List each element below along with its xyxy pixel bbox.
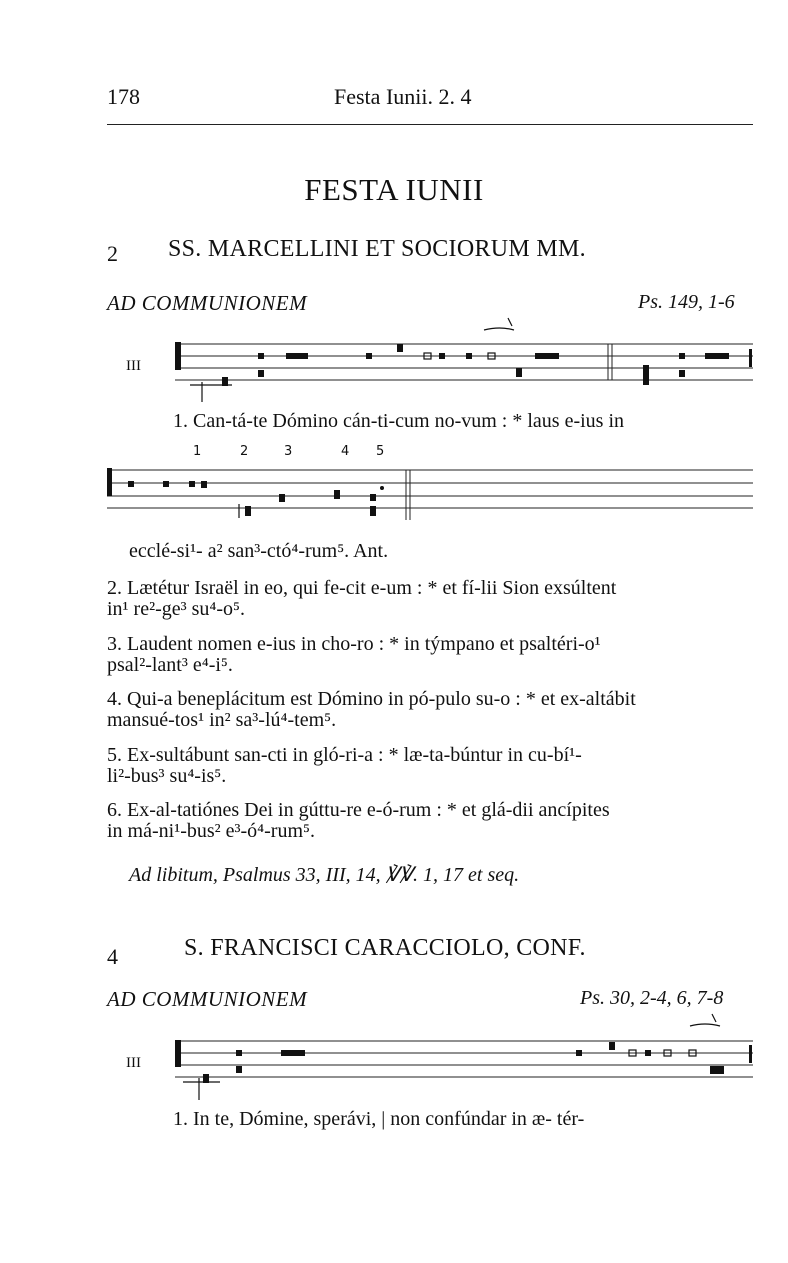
verse-line: 2. Lætétur Israël in eo, qui fe-cit e-um : * et fí-lii Sion exsúltent <box>107 577 617 599</box>
verse-line: in¹ re²-ge³ su⁴-o⁵. <box>107 598 246 620</box>
note-number: 4 <box>341 444 350 459</box>
verse-line: psal²-lant³ e⁴-i⁵. <box>107 654 233 676</box>
note-number: 3 <box>284 444 293 459</box>
page-number: 178 <box>107 84 140 109</box>
note-number: 5 <box>376 444 385 459</box>
verse-line: 4. Qui-a beneplácitum est Dómino in pó-pulo su-o : * et ex-altábit <box>107 688 636 710</box>
verse-line: 5. Ex-sultábunt san-cti in gló-ri-a : * læ-ta-búntur in cu-bí¹- <box>107 744 582 766</box>
psalm-reference: Ps. 149, 1-6 <box>638 291 735 313</box>
verse-line: li²-bus³ su⁴-is⁵. <box>107 765 227 787</box>
section-label: AD COMMUNIONEM <box>107 987 308 1011</box>
section-title: SS. MARCELLINI ET SOCIORUM MM. <box>168 236 586 262</box>
verse-line: 6. Ex-al-tatiónes Dei in gúttu-re e-ó-rum : * et glá-dii ancípites <box>107 799 610 821</box>
verse-line: in má-ni¹-bus² e³-ó⁴-rum⁵. <box>107 820 315 842</box>
note-number: 2 <box>240 444 249 459</box>
section-number: 4 <box>107 944 118 969</box>
section-title: S. FRANCISCI CARACCIOLO, CONF. <box>184 935 586 961</box>
verse-line: mansué-tos¹ in² sa³-lú⁴-tem⁵. <box>107 709 337 731</box>
section-label: AD COMMUNIONEM <box>107 291 308 315</box>
section-number: 2 <box>107 241 118 266</box>
mode-label: III <box>126 358 141 374</box>
mode-label: III <box>126 1055 141 1071</box>
verse-1-ending: ecclé-si¹- a² san³-ctó⁴-rum⁵. Ant. <box>129 540 389 562</box>
psalm-reference: Ps. 30, 2-4, 6, 7-8 <box>580 987 724 1009</box>
verse-line: 3. Laudent nomen e-ius in cho-ro : * in týmpano et psaltéri-o¹ <box>107 633 601 655</box>
ad-libitum-note: Ad libitum, Psalmus 33, III, 14, ℣℣. 1, 17 et seq. <box>129 864 520 886</box>
verse-1-text: 1. In te, Dómine, sperávi, | non confúndar in æ- tér- <box>173 1108 585 1130</box>
page-title: FESTA IUNII <box>304 172 484 207</box>
running-title: Festa Iunii. 2. 4 <box>334 84 472 109</box>
note-number: 1 <box>193 444 202 459</box>
verse-1-line: 1. Can-tá-te Dómino cán-ti-cum no-vum : * laus e-ius in <box>173 410 625 432</box>
